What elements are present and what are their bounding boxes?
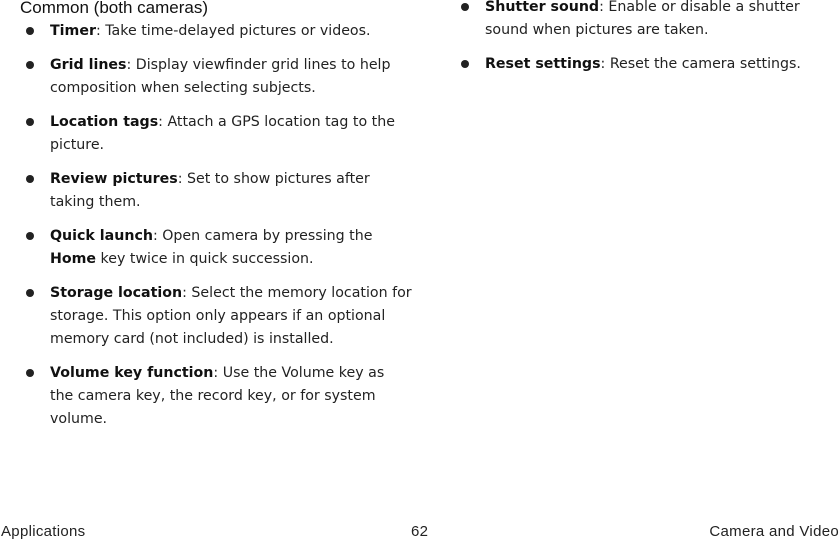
item-term: Review pictures xyxy=(50,171,178,187)
bullet-icon xyxy=(26,289,34,297)
item-term: Location tags xyxy=(50,114,159,130)
item-term: Storage location xyxy=(50,285,183,301)
bullet-icon xyxy=(26,369,34,377)
item-description: : Enable or disable a shutter sound when pictures are taken. xyxy=(485,0,800,38)
bullet-icon xyxy=(26,27,34,35)
section-heading: Common (both cameras) xyxy=(20,0,209,17)
item-description: : Select the memory location for storage. This option only appears if an optional memory card (not included) is installed. xyxy=(50,285,412,347)
item-term: Quick launch xyxy=(50,228,153,244)
item-term: Reset settings xyxy=(485,56,601,72)
bullet-icon xyxy=(461,3,469,11)
item-description: : Use the Volume key as the camera key, the record key, or for system volume. xyxy=(50,365,385,427)
item-description: : Set to show pictures after taking them. xyxy=(50,171,370,210)
bullet-icon xyxy=(26,175,34,183)
item-term: Shutter sound xyxy=(485,0,600,15)
item-description-cont: key twice in quick succession. xyxy=(96,251,314,267)
item-term: Volume key function xyxy=(50,365,214,381)
item-term: Timer xyxy=(50,23,96,39)
item-description: : Display viewfinder grid lines to help composition when selecting subjects. xyxy=(50,57,391,96)
item-description: : Take time-delayed pictures or videos. xyxy=(95,23,371,39)
footer-section-name: Applications xyxy=(1,523,86,540)
bullet-icon xyxy=(26,232,34,240)
item-term: Grid lines xyxy=(50,57,127,73)
bullet-icon xyxy=(461,60,469,68)
item-description: : Open camera by pressing the xyxy=(152,228,373,244)
bullet-icon xyxy=(26,118,34,126)
item-description: : Attach a GPS location tag to the picture. xyxy=(50,114,395,153)
footer-chapter-name: Camera and Video xyxy=(709,523,839,540)
item-key-name: Home xyxy=(50,251,97,267)
page-number: 62 xyxy=(411,523,429,540)
item-description: : Reset the camera settings. xyxy=(600,56,801,72)
bullet-icon xyxy=(26,61,34,69)
